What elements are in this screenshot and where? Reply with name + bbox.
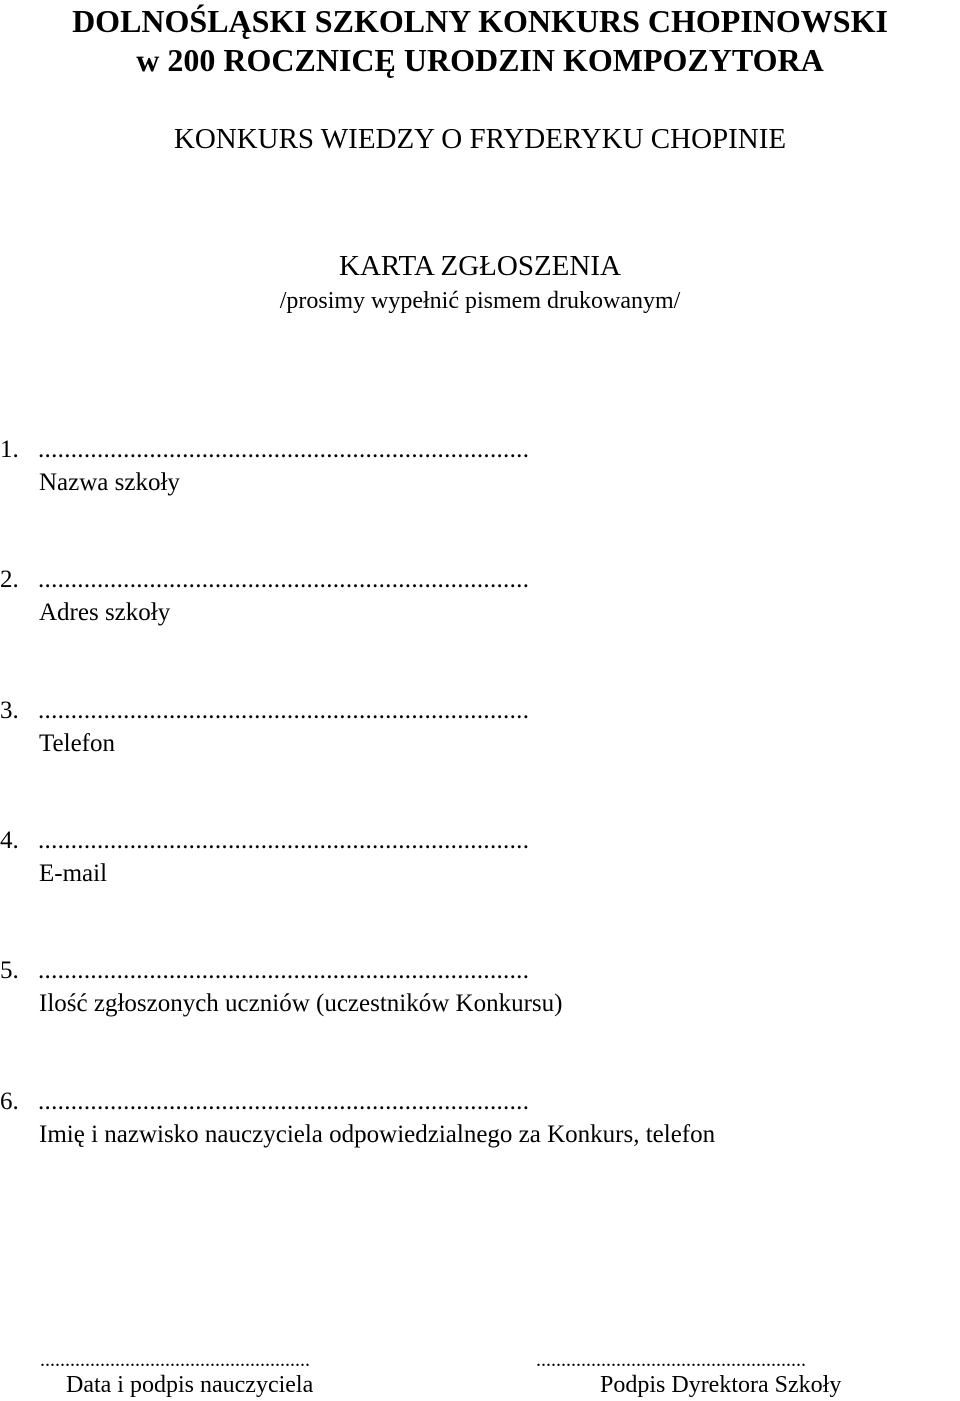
field-label: Telefon — [39, 730, 115, 757]
form-field-phone[interactable] — [0, 697, 760, 757]
field-fill-line[interactable]: ........................................................................... — [38, 827, 530, 854]
field-label: Imię i nazwisko nauczyciela odpowiedzialnego za Konkurs, telefon — [39, 1121, 716, 1148]
contest-title: KONKURS WIEDZY O FRYDERYKU CHOPINIE — [173, 123, 787, 155]
title-line-1: DOLNOŚLĄSKI SZKOLNY KONKURS CHOPINOWSKI — [72, 3, 888, 39]
field-number: 5. — [0, 957, 19, 984]
field-number: 6. — [0, 1088, 19, 1115]
field-fill-line[interactable]: ........................................................................... — [38, 1088, 530, 1115]
teacher-signature-line[interactable]: ...................................................... — [40, 1349, 310, 1371]
field-fill-line[interactable]: ........................................................................... — [38, 697, 530, 724]
field-fill-line[interactable]: ........................................................................... — [38, 566, 530, 593]
form-field-email[interactable] — [0, 827, 760, 887]
field-label: Ilość zgłoszonych uczniów (uczestników Konkursu) — [39, 990, 563, 1017]
field-number: 3. — [0, 697, 19, 724]
field-fill-line[interactable]: ........................................................................... — [38, 957, 530, 984]
form-title: KARTA ZGŁOSZENIA — [339, 250, 621, 282]
teacher-signature-label: Data i podpis nauczyciela — [66, 1372, 314, 1398]
field-fill-line[interactable]: ........................................................................... — [38, 436, 530, 463]
title-line-2: w 200 ROCZNICĘ URODZIN KOMPOZYTORA — [136, 42, 824, 78]
form-field-school-name[interactable] — [0, 436, 760, 496]
field-number: 2. — [0, 566, 19, 593]
form-field-school-address[interactable] — [0, 566, 760, 626]
field-number: 4. — [0, 827, 19, 854]
field-number: 1. — [0, 436, 19, 463]
field-label: Nazwa szkoły — [39, 469, 180, 496]
form-instruction: /prosimy wypełnić pismem drukowanym/ — [279, 288, 681, 314]
field-label: Adres szkoły — [39, 599, 171, 626]
form-field-teacher-contact[interactable] — [0, 1088, 780, 1148]
principal-signature-label: Podpis Dyrektora Szkoły — [600, 1372, 842, 1398]
field-label: E-mail — [39, 860, 108, 887]
principal-signature-line[interactable]: ...................................................... — [536, 1349, 806, 1371]
form-field-participant-count[interactable] — [0, 957, 760, 1017]
